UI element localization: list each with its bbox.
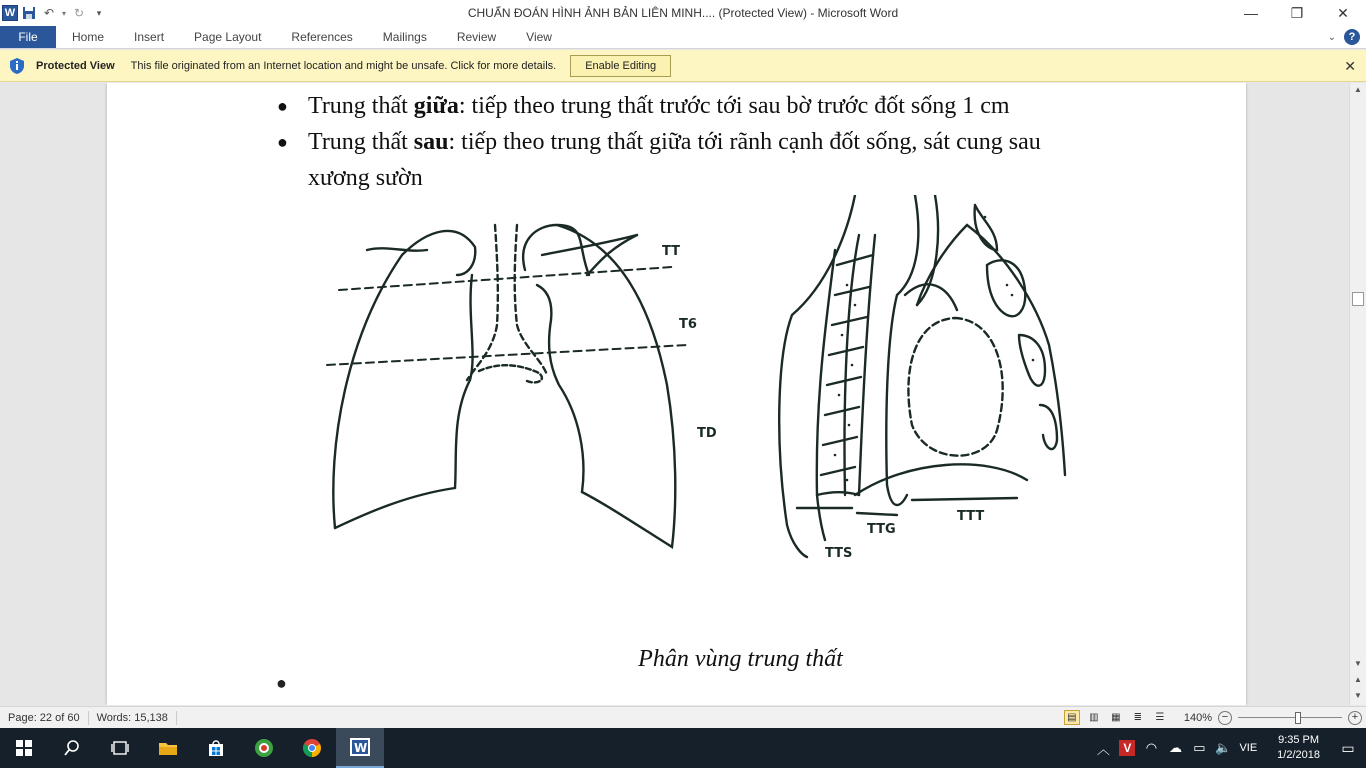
scroll-up-icon[interactable]: ▲ bbox=[1354, 85, 1362, 94]
tab-file[interactable]: File bbox=[0, 26, 56, 48]
tab-references[interactable]: References bbox=[291, 30, 353, 44]
document-page[interactable] bbox=[107, 83, 1246, 705]
previous-page-icon[interactable]: ▲ bbox=[1354, 675, 1362, 684]
vertical-scrollbar[interactable] bbox=[1349, 83, 1366, 705]
document-area bbox=[0, 83, 1349, 705]
tab-home[interactable]: Home bbox=[72, 30, 105, 44]
bullet-item: Trung thất sau: tiếp theo trung thất giữa tới rãnh cạnh đốt sống, sát cung sau bbox=[308, 129, 1041, 155]
clock-time: 9:35 PM bbox=[1278, 734, 1320, 746]
scroll-thumb[interactable] bbox=[1352, 292, 1364, 306]
clock[interactable] bbox=[1277, 733, 1320, 763]
undo-dropdown-icon[interactable]: ▾ bbox=[61, 8, 66, 18]
bullet-item: Trung thất giữa: tiếp theo trung thất trước tới sau bờ trước đốt sống 1 cm bbox=[308, 93, 1010, 119]
show-hidden-icons-icon[interactable]: ︿ bbox=[1096, 741, 1110, 757]
protected-view-bar bbox=[0, 50, 1366, 82]
battery-icon[interactable]: ▭ bbox=[1193, 740, 1206, 755]
enable-editing-button[interactable]: Enable Editing bbox=[570, 55, 671, 77]
windows-start-icon[interactable] bbox=[0, 728, 48, 768]
scroll-down-icon[interactable]: ▼ bbox=[1354, 659, 1362, 668]
task-view-icon[interactable] bbox=[96, 728, 144, 768]
tab-insert[interactable]: Insert bbox=[134, 30, 165, 44]
save-icon[interactable] bbox=[20, 4, 38, 22]
customize-qat-icon[interactable]: ▾ bbox=[96, 7, 102, 18]
action-center-icon[interactable]: ▭ bbox=[1341, 739, 1355, 756]
figure-caption: Phân vùng trung thất bbox=[638, 646, 843, 672]
undo-icon[interactable]: ↶ bbox=[43, 6, 55, 20]
zoom-slider-knob[interactable] bbox=[1295, 712, 1301, 724]
label-tts: TTS bbox=[825, 546, 853, 561]
full-screen-reading-icon[interactable]: ▥ bbox=[1089, 712, 1099, 723]
quick-access-toolbar bbox=[0, 0, 108, 26]
status-bar bbox=[0, 706, 1366, 728]
chrome-icon[interactable] bbox=[288, 728, 336, 768]
protected-view-title: Protected View bbox=[36, 59, 115, 72]
label-ttt: TTT bbox=[957, 509, 985, 524]
word-count[interactable]: Words: 15,138 bbox=[89, 711, 177, 725]
protected-view-message[interactable]: This file originated from an Internet location and might be unsafe. Click for more details. bbox=[130, 59, 557, 72]
tab-mailings[interactable]: Mailings bbox=[382, 30, 427, 44]
language-indicator[interactable]: VIE bbox=[1239, 742, 1258, 754]
zoom-out-icon[interactable]: − bbox=[1218, 711, 1232, 725]
tab-review[interactable]: Review bbox=[456, 30, 497, 44]
close-bar-icon[interactable]: ✕ bbox=[1344, 58, 1356, 74]
print-layout-icon[interactable]: ▤ bbox=[1064, 710, 1080, 725]
ribbon-collapse-icon[interactable]: ⌄ bbox=[1327, 31, 1336, 43]
svg-text:W: W bbox=[354, 741, 368, 755]
close-icon[interactable]: ✕ bbox=[1337, 4, 1349, 21]
minimize-icon[interactable]: — bbox=[1244, 5, 1258, 21]
ribbon-tabs bbox=[0, 26, 1366, 49]
coc-coc-browser-icon[interactable] bbox=[240, 728, 288, 768]
search-icon[interactable] bbox=[48, 728, 96, 768]
bullet-dot: ● bbox=[277, 96, 288, 116]
web-layout-icon[interactable]: ▦ bbox=[1111, 712, 1121, 723]
label-tt: TT bbox=[662, 244, 681, 259]
onedrive-icon[interactable]: ☁ bbox=[1168, 740, 1182, 755]
file-explorer-icon[interactable] bbox=[144, 728, 192, 768]
mediastinum-figure bbox=[307, 195, 1087, 605]
label-t6: T6 bbox=[679, 317, 697, 332]
zoom-in-icon[interactable]: + bbox=[1348, 711, 1362, 725]
store-icon[interactable] bbox=[192, 728, 240, 768]
redo-icon[interactable]: ↻ bbox=[73, 6, 85, 20]
tab-view[interactable]: View bbox=[526, 30, 552, 44]
word-taskbar-icon[interactable] bbox=[336, 728, 384, 768]
bullet-continuation: xương sườn bbox=[308, 165, 423, 191]
zoom-slider[interactable] bbox=[1238, 711, 1342, 725]
restore-icon[interactable]: ❐ bbox=[1290, 4, 1304, 21]
label-td: TD bbox=[697, 426, 717, 441]
bullet-dot: ● bbox=[277, 132, 288, 152]
system-tray bbox=[1091, 728, 1366, 768]
antivirus-icon[interactable]: V bbox=[1115, 740, 1139, 756]
empty-bullet: ● bbox=[276, 673, 287, 693]
help-icon[interactable]: ? bbox=[1344, 29, 1360, 45]
outline-icon[interactable]: ≣ bbox=[1133, 712, 1143, 723]
tab-page-layout[interactable]: Page Layout bbox=[194, 30, 262, 44]
window-title: CHUẨN ĐOÁN HÌNH ẢNH BẢN LIÊN MINH.... (Protected View) - Microsoft Word bbox=[467, 6, 899, 20]
clock-date: 1/2/2018 bbox=[1277, 749, 1320, 761]
taskbar bbox=[0, 728, 1366, 768]
title-bar bbox=[0, 0, 1366, 26]
label-ttg: TTG bbox=[867, 522, 896, 537]
page-count[interactable]: Page: 22 of 60 bbox=[0, 711, 89, 725]
shield-icon bbox=[8, 56, 26, 76]
draft-icon[interactable]: ☰ bbox=[1155, 712, 1165, 723]
wifi-icon[interactable]: ◠ bbox=[1145, 740, 1158, 755]
word-app-icon[interactable]: W bbox=[2, 5, 18, 21]
next-page-icon[interactable]: ▼ bbox=[1354, 691, 1362, 700]
zoom-level[interactable]: 140% bbox=[1183, 711, 1212, 724]
volume-icon[interactable]: 🔈 bbox=[1215, 740, 1232, 755]
